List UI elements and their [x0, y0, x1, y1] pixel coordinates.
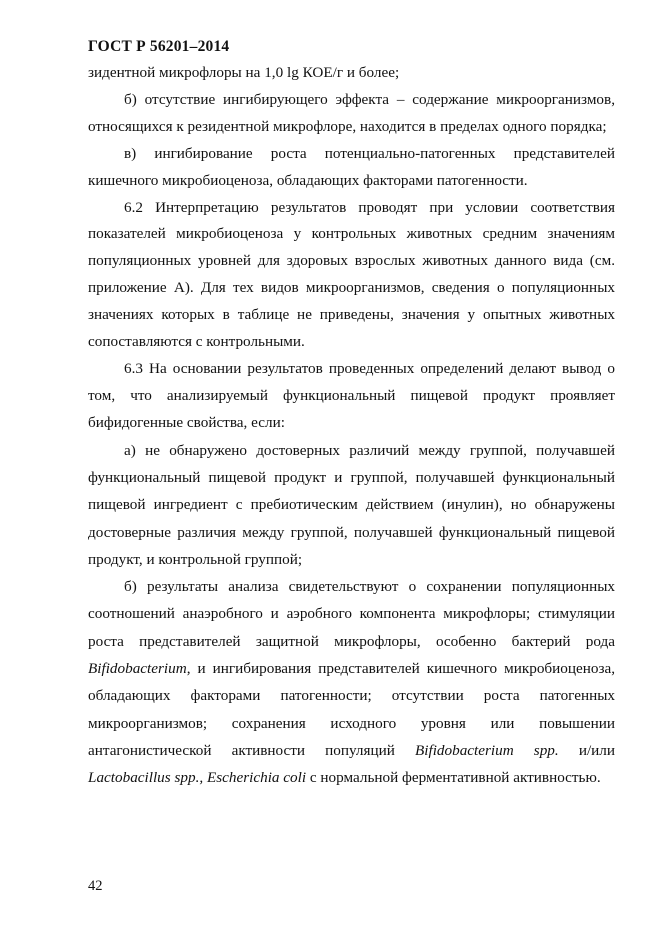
- species-name-italic: Bifidobacterium spp.: [414, 741, 559, 759]
- paragraph-text: с нормальной ферментативной активностью.: [306, 769, 601, 787]
- paragraph-item-b-results: [88, 573, 615, 791]
- paragraph-item-b-inhibition: б) отсутствие ингибирующего эффекта – содержание микроорганизмов, относящихся к резидентной микрофлоре, находится в пределах одного порядка;: [88, 90, 615, 135]
- document-body: [88, 60, 615, 792]
- paragraph-continuation: зидентной микрофлоры на 1,0 lg КОЕ/г и более;: [88, 64, 400, 81]
- document-code-header: ГОСТ Р 56201–2014: [88, 38, 230, 55]
- genus-name-italic: Bifidobacterium: [88, 660, 187, 678]
- paragraph-section-6-3: 6.3 На основании результатов проведенных определений делают вывод о том, что анализируемый функциональный пищевой продукт проявляет бифидогенные свойства, если:: [88, 359, 615, 431]
- paragraph-text: , и ингибирования представителей кишечного микробиоценоза, обладающих факторами патогенности; отсутствии роста патогенных микроорганизмов; сохранения исходного уровня или повышении антагонистической активности популяций: [88, 660, 615, 759]
- paragraph-item-a-differences: а) не обнаружено достоверных различий между группой, получавшей функциональный пищевой продукт и группой, получавшей функциональный пищевой ингредиент с пребиотическим действием (инулин), но обнаружены достоверные различия между группой, получавшей функциональный пищевой продукт, и контрольной группой;: [88, 441, 615, 568]
- page-number: 42: [88, 878, 103, 894]
- paragraph-section-6-2: 6.2 Интерпретацию результатов проводят при условии соответствия показателей микробиоценоза у контрольных животных средним значениям популяционных уровней для здоровых взрослых животных данного вида (см. приложение А). Для тех видов микроорганизмов, сведения о популяционных значениях которых в таблице не приведены, значения у опытных животных сопоставляются с контрольными.: [88, 198, 615, 351]
- paragraph-text: б) результаты анализа свидетельствуют о сохранении популяционных соотношений анаэробного и аэробного компонента микрофлоры; стимуляции роста представителей защитной микрофлоры, особенно бактерий рода: [88, 578, 615, 650]
- paragraph-text: и/или: [558, 741, 615, 759]
- paragraph-item-v-inhibition: в) ингибирование роста потенциально-патогенных представителей кишечного микробиоценоза, обладающих факторами патогенности.: [88, 144, 615, 189]
- species-name-italic: Lactobacillus spp., Escherichia coli: [88, 769, 307, 787]
